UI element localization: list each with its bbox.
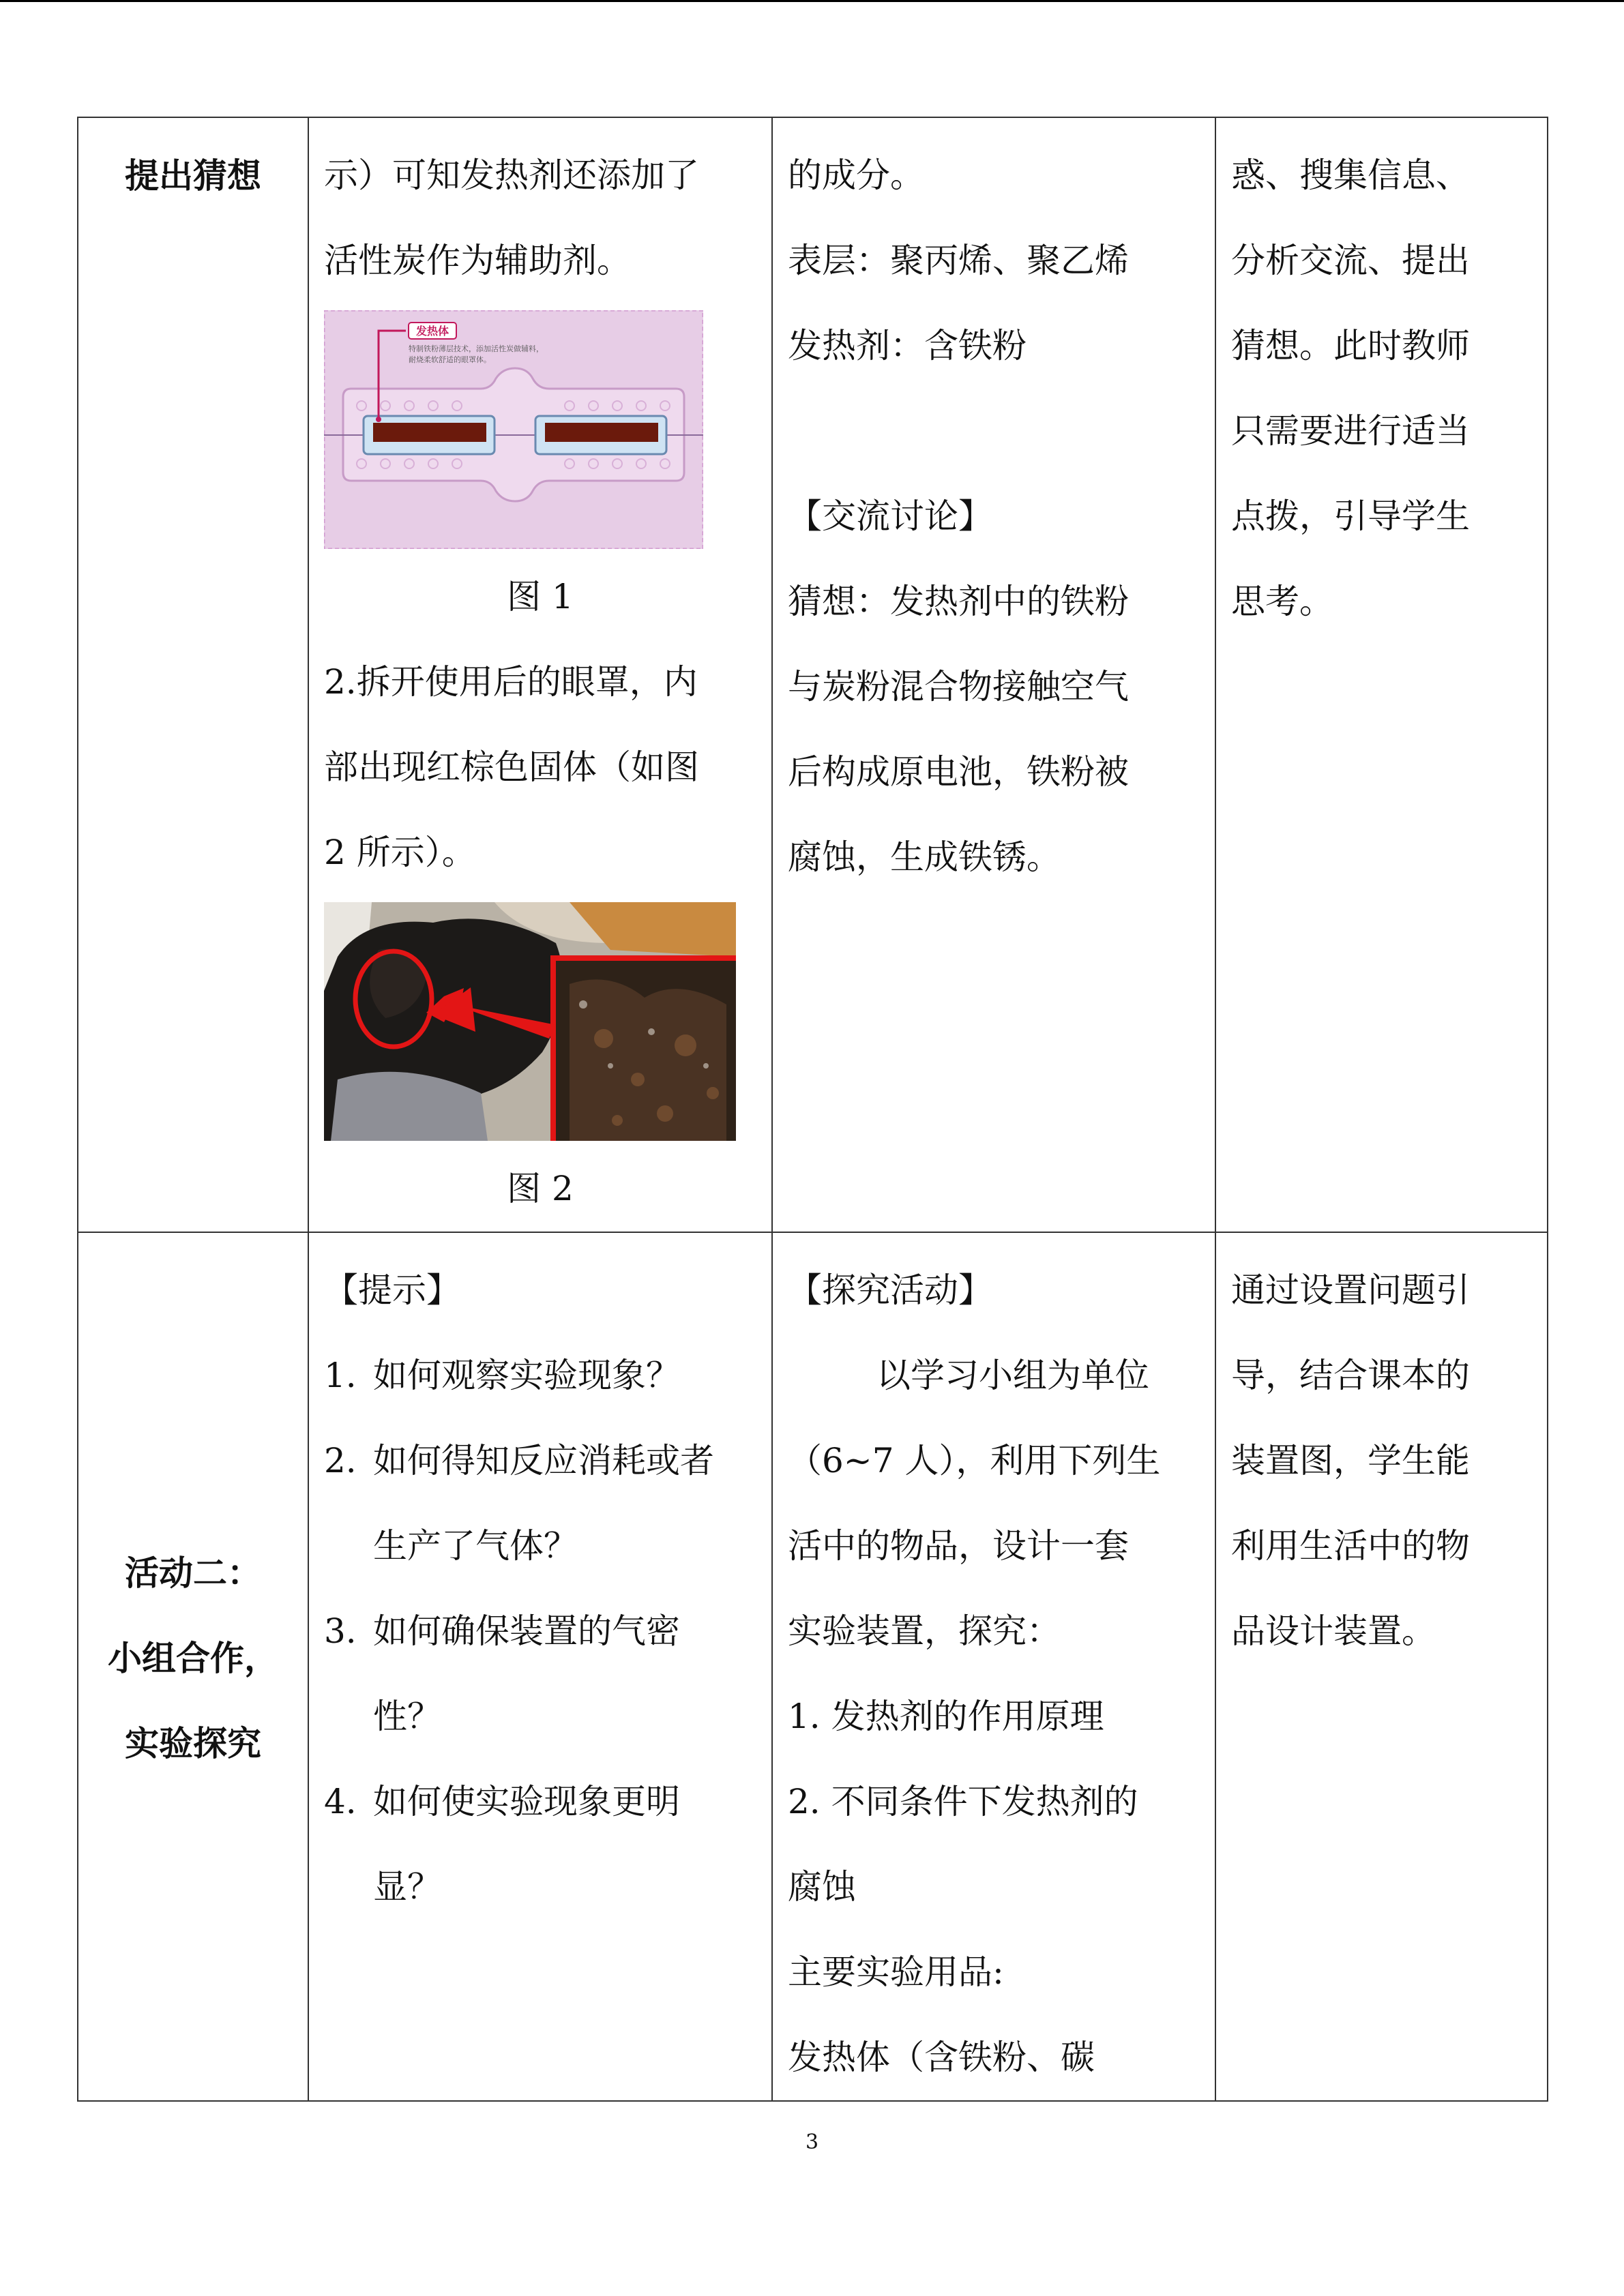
figure-2-used-heating-pad-photo: [324, 902, 736, 1141]
stage-cell: [78, 1232, 308, 2101]
list-item: [324, 1589, 756, 1759]
stage-cell: [78, 117, 308, 1232]
list-text: 显？: [373, 1867, 441, 1907]
text-line: 实验装置，探究：: [788, 1611, 1061, 1651]
intent-cell: [1215, 1232, 1548, 2101]
text-line: 活中的物品，设计一套: [788, 1526, 1129, 1566]
text-line: 通过设置问题引: [1231, 1270, 1470, 1310]
list-text: 如何得知反应消耗或者: [373, 1441, 714, 1480]
figure-1-caption: 图 1: [507, 577, 574, 616]
text-line: 腐蚀: [788, 1867, 856, 1907]
stage-title: 小组合作，: [108, 1638, 278, 1678]
lesson-table: [77, 117, 1548, 2102]
list-item: [324, 1333, 756, 1418]
list-number: 4.: [324, 1782, 357, 1821]
blank-line: [788, 389, 1200, 474]
text-line: 腐蚀，生成铁锈。: [788, 837, 1061, 877]
text-line: 2.拆开使用后的眼罩，内: [324, 662, 698, 702]
student-info-cell: [308, 117, 772, 1232]
text-line: 发热剂：含铁粉: [788, 326, 1027, 366]
list-number: 1.: [324, 1356, 357, 1395]
list-item: [324, 1418, 756, 1589]
section-heading: 【探究活动】: [788, 1270, 992, 1310]
list-text: 如何观察实验现象？: [373, 1356, 680, 1395]
list-text: 如何确保装置的气密: [373, 1611, 680, 1651]
hint-cell: [308, 1232, 772, 2101]
text-line: 表层：聚丙烯、聚乙烯: [788, 241, 1129, 280]
text-line: 与炭粉混合物接触空气: [788, 667, 1129, 706]
table-row: [78, 1232, 1548, 2101]
page-number: 3: [805, 2130, 819, 2154]
table-row: [78, 117, 1548, 1232]
text-line: 的成分。: [788, 155, 924, 195]
figure-1-label-line: 特制铁粉薄层技术，添加活性炭做辅料，: [409, 344, 544, 353]
text-line: 思考。: [1231, 582, 1333, 621]
text-line: 2 所示）。: [324, 833, 476, 872]
stage-title: 提出猜想: [125, 155, 261, 196]
list-text: 性？: [373, 1697, 441, 1736]
activity-cell: [772, 117, 1215, 1232]
text-line: 1. 发热剂的作用原理: [788, 1697, 1104, 1736]
text-line: 装置图，学生能: [1231, 1441, 1470, 1480]
text-line: 部出现红棕色固体（如图: [324, 747, 699, 787]
figure-1-label-title: 发热体: [415, 325, 449, 338]
text-line: 惑、搜集信息、: [1231, 155, 1470, 195]
list-number: 3.: [324, 1611, 357, 1651]
text-line: 示）可知发热剂还添加了: [324, 155, 699, 195]
figure-1-label-line: 耐烧柔软舒适的眼罩体。: [409, 355, 491, 364]
activity-cell: [772, 1232, 1215, 2101]
text-line: 分析交流、提出: [1231, 241, 1470, 280]
stage-title: 活动二：: [125, 1553, 261, 1593]
list-item: [324, 1759, 756, 1930]
text-line: 活性炭作为辅助剂。: [324, 241, 631, 280]
intent-cell: [1215, 117, 1548, 1232]
list-number: 2.: [324, 1441, 357, 1480]
figure-2-caption: 图 2: [507, 1169, 574, 1208]
list-text: 如何使实验现象更明: [373, 1782, 680, 1821]
figure-1-eye-mask-diagram: [324, 310, 703, 549]
text-line: 发热体（含铁粉、碳: [788, 2038, 1095, 2077]
list-text: 生产了气体？: [373, 1526, 578, 1566]
section-heading: 【提示】: [324, 1270, 460, 1310]
section-heading: 【交流讨论】: [788, 496, 992, 536]
text-line: 导，结合课本的: [1231, 1356, 1470, 1395]
stage-title: 实验探究: [125, 1723, 261, 1763]
text-line: 后构成原电池，铁粉被: [788, 752, 1129, 792]
text-line: 猜想。此时教师: [1231, 326, 1470, 366]
text-line: （6~7 人），利用下列生: [788, 1441, 1161, 1480]
text-line: 品设计装置。: [1231, 1611, 1436, 1651]
text-line: 2. 不同条件下发热剂的: [788, 1782, 1138, 1821]
text-line: 利用生活中的物: [1231, 1526, 1470, 1566]
text-line: 猜想：发热剂中的铁粉: [788, 582, 1129, 621]
top-border-line: [0, 0, 1624, 2]
text-line: 以学习小组为单位: [876, 1356, 1149, 1395]
text-line: 只需要进行适当: [1231, 411, 1470, 451]
text-line: 点拨，引导学生: [1231, 496, 1470, 536]
text-line: 主要实验用品:: [788, 1952, 1004, 1992]
